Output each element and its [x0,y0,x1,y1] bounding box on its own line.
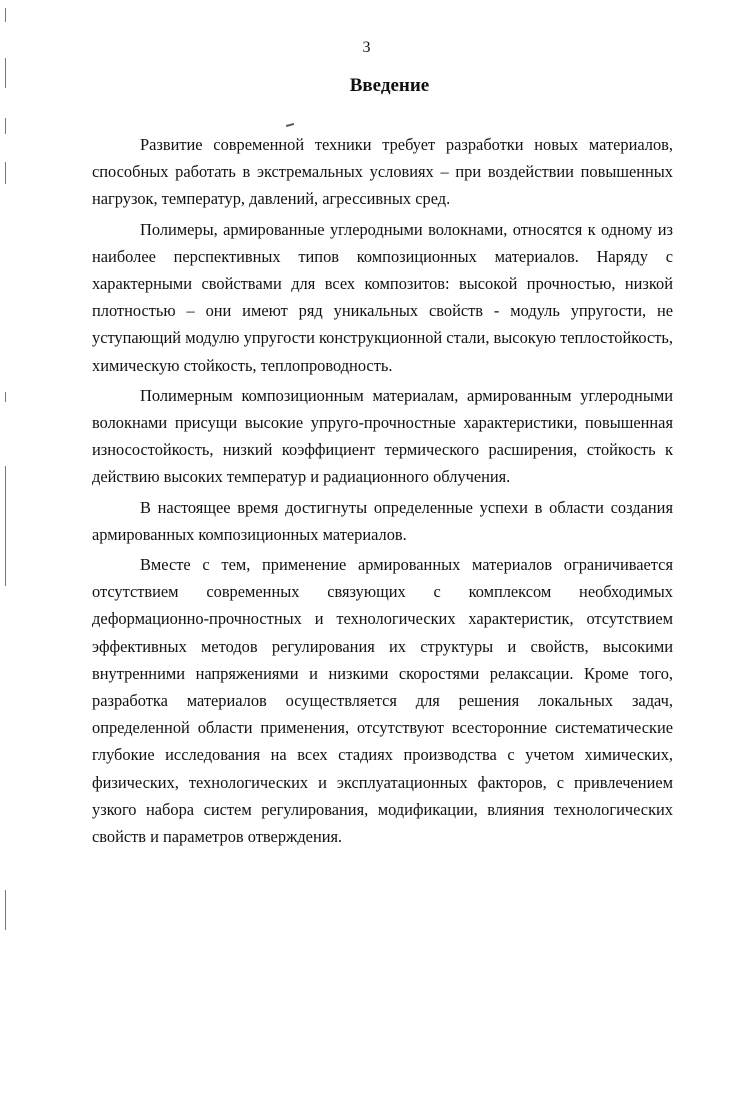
paragraph: В настоящее время достигнуты определенные успехи в области создания армированных композиционных материалов. [92,497,673,544]
scan-artifact-mark [286,123,294,127]
scan-artifact-mark [5,118,6,134]
paragraph: Полимеры, армированные углеродными волокнами, относятся к одному из наиболее перспективных типов композиционных материалов. Наряду с характерными свойствами для всех композитов: высокой прочностью, низкой плотностью – они имеют ряд уникальных свойств - модуль упругости, не уступающий модулю упругости конструкционной стали, высокую теплостойкость, химическую стойкость, теплопроводность. [92,219,673,375]
scan-artifact-mark [5,162,6,184]
scan-artifact-mark [5,392,6,402]
page-title: Введение [349,75,430,96]
paragraph: Полимерным композиционным материалам, армированным углеродными волокнами присущи высокие упруго-прочностные характеристики, повышенная износостойкость, низкий коэффициент термического расширения, стойкость к действию высоких температур и радиационного облучения. [92,385,673,487]
paragraph: Вместе с тем, применение армированных материалов ограничивается отсутствием современных связующих с комплексом необходимых деформационно-прочностных и технологических характеристик, отсутствием эффективных методов регулирования их структуры и свойств, высокими внутренними напряжениями и низкими скоростями релаксации. Кроме того, разработка материалов осуществляется для решения локальных задач, определенной области применения, отсутствуют всесторонние систематические глубокие исследования на всех стадиях производства с учетом химических, физических, технологических и эксплуатационных факторов, с привлечением узкого набора систем регулирования, модификации, влияния технологических свойств и параметров отверждения. [92,555,673,847]
scan-artifact-mark [5,8,6,22]
page-number: 3 [362,39,371,56]
document-body [92,131,673,853]
scan-artifact-mark [5,466,6,586]
scan-artifact-mark [5,890,6,930]
paragraph: Развитие современной техники требует разработки новых материалов, способных работать в экстремальных условиях – при воздействии повышенных нагрузок, температур, давлений, агрессивных сред. [92,135,673,209]
